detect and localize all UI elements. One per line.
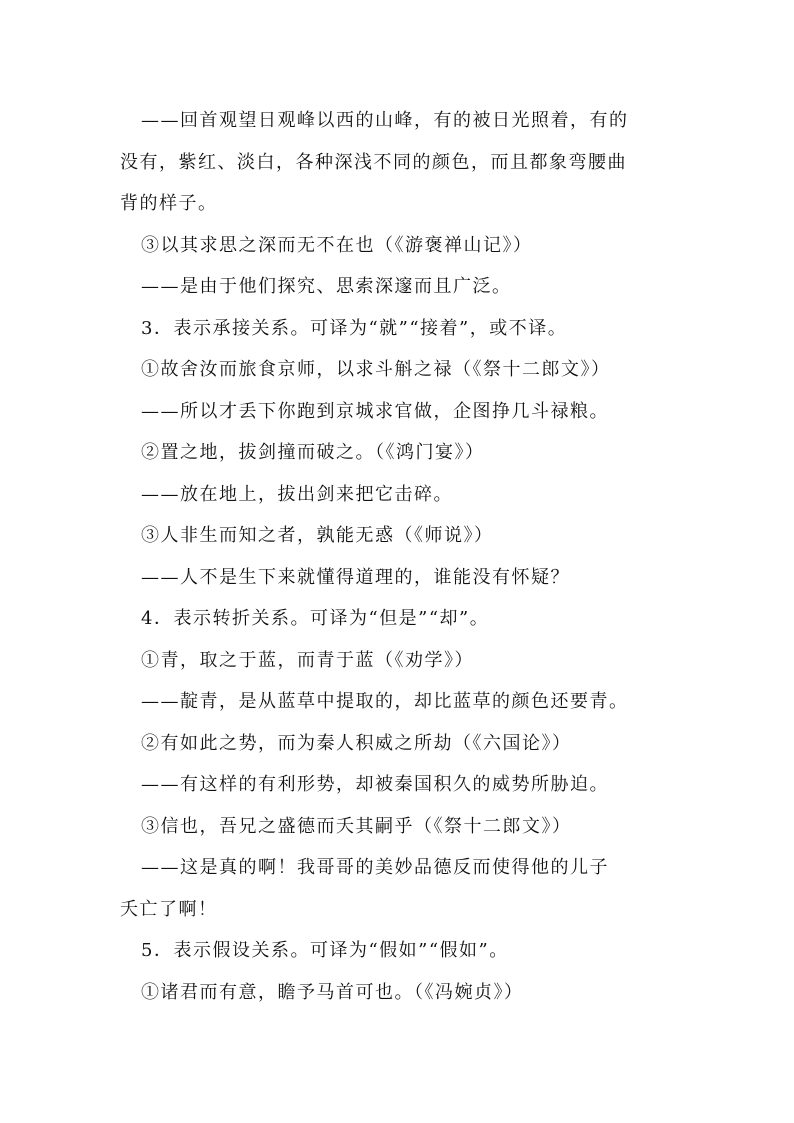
text-line: ③人非生而知之者，孰能无惑（《师说》） (141, 525, 494, 546)
text-line: ——是由于他们探究、思索深邃而且广泛。 (141, 276, 512, 297)
text-line: 3．表示承接关系。可译为“就”“接着”，或不译。 (141, 317, 568, 339)
text-line: ——人不是生下来就懂得道理的，谁能没有怀疑？ (141, 566, 570, 588)
text-line: 5．表示假设关系。可译为“假如”“假如”。 (141, 940, 509, 961)
text-line: 背的样子。 (120, 193, 218, 214)
text-line: ①诸君而有意，瞻予马首可也。（《冯婉贞》） (141, 981, 524, 1003)
text-line: 4．表示转折关系。可译为“但是”“却”。 (141, 608, 490, 629)
text-line: ②有如此之势，而为秦人积威之所劫（《六国论》） (141, 732, 572, 754)
document-body (120, 100, 690, 1013)
text-line: ——所以才丢下你跑到京城求官做，企图挣几斗禄粮。 (141, 400, 609, 422)
text-line: ②置之地，拔剑撞而破之。（《鸿门宴》） (141, 442, 485, 463)
text-line: ③以其求思之深而无不在也（《游褒禅山记》） (141, 234, 533, 256)
text-line: 夭亡了啊！ (120, 898, 218, 920)
text-line: ③信也，吾兄之盛德而夭其嗣乎（《祭十二郎文》） (141, 815, 572, 837)
text-line: ①青，取之于蓝，而青于蓝（《劝学》） (141, 649, 474, 671)
text-line: ——放在地上，拔出剑来把它击碎。 (141, 483, 453, 505)
text-line: ——有这样的有利形势，却被秦国积久的威势所胁迫。 (141, 774, 609, 795)
text-line: ①故舍汝而旅食京师，以求斗斛之禄（《祭十二郎文》） (141, 359, 611, 380)
text-line: ——回首观望日观峰以西的山峰，有的被日光照着，有的 (141, 110, 629, 131)
text-line: ——这是真的啊！我哥哥的美妙品德反而使得他的儿子 (141, 857, 609, 878)
text-line: 没有，紫红、淡白，各种深浅不同的颜色，而且都象弯腰曲 (120, 151, 627, 173)
text-line: ——靛青，是从蓝草中提取的，却比蓝草的颜色还要青。 (141, 691, 629, 712)
